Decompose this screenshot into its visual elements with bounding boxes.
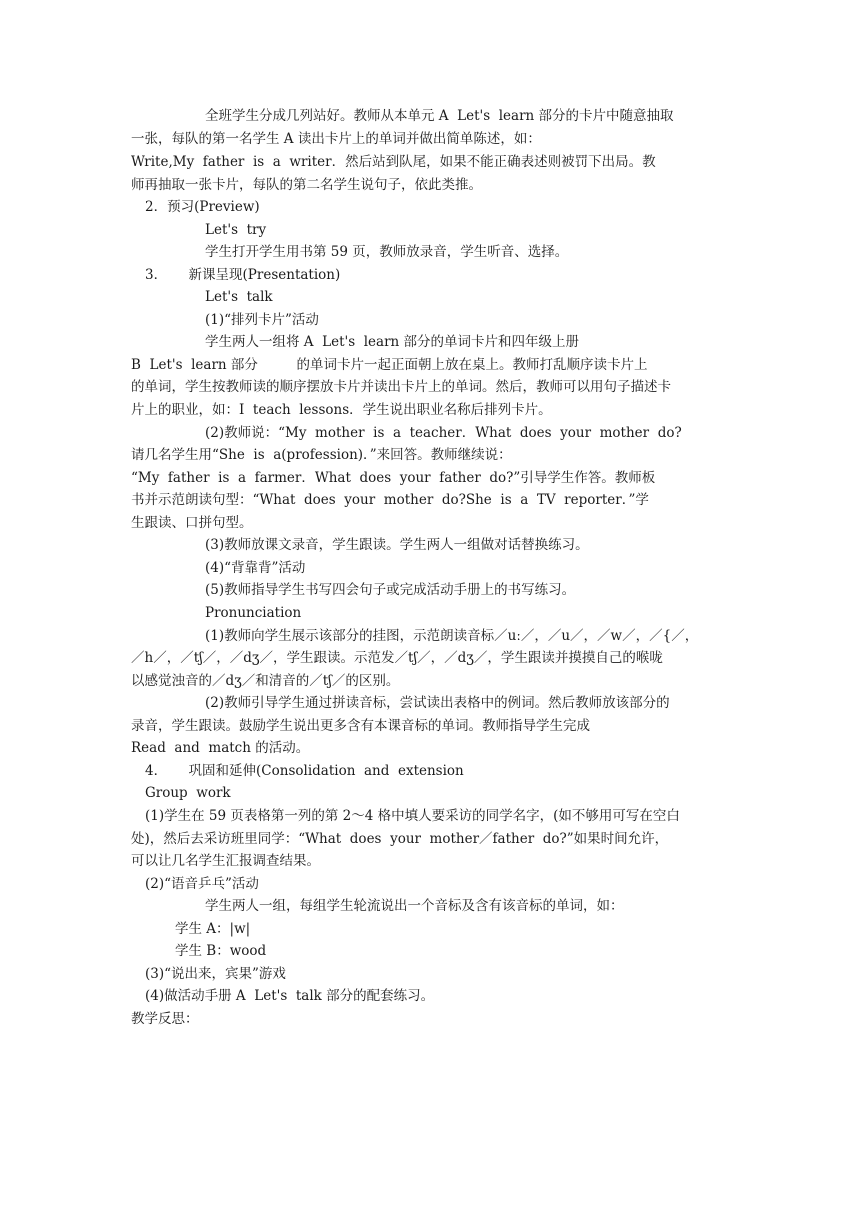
text-line-7: 学生打开学生用书第 59 页，教师放录音，学生听音、选择。 [205,244,569,260]
text-line-38: 学生 B：wood [175,943,267,959]
text-line-28: 录音，学生跟读。鼓励学生说出更多含有本课音标的单词。教师指导学生完成 [131,718,590,734]
text-line-3: Write,My father is a writer．然后站到队尾，如果不能正确表述则被罚下出局。教 [131,154,656,170]
text-line-34: 可以让几名学生汇报调查结果。 [131,853,320,869]
text-line-33: 处)，然后去采访班里同学：“What does your mother／father do?”如果时间允许， [131,831,669,847]
text-line-11: 学生两人一组将 A Let's learn 部分的单词卡片和四年级上册 [205,334,580,350]
section-heading-consolidation: 4． 巩固和延伸(Consolidation and extension [145,763,464,779]
text-line-12: B Let's learn 部分 的单词卡片一起正面朝上放在桌上。教师打乱顺序读卡片上 [131,357,648,373]
text-line-31: Group work [145,785,231,801]
text-line-15: (2)教师说：“My mother is a teacher．What does your mother do? [205,425,682,441]
text-line-26: 以感觉浊音的／dʒ／和清音的／tʃ／的区别。 [131,673,400,689]
text-line-13: 的单词，学生按教师读的顺序摆放卡片并读出卡片上的单词。然后，教师可以用句子描述卡 [131,379,671,395]
text-line-29: Read and match 的活动。 [131,740,310,756]
text-line-39: (3)“说出来，宾果”游戏 [145,966,286,982]
text-line-22: (5)教师指导学生书写四会句子或完成活动手册上的书写练习。 [205,582,576,598]
text-line-27: (2)教师引导学生通过拼读音标，尝试读出表格中的例词。然后教师放该部分的 [205,695,670,711]
text-line-6: Let's try [205,222,267,238]
text-line-19: 生跟读、口拼句型。 [131,515,253,531]
text-line-10: (1)“排列卡片”活动 [205,312,319,328]
text-line-14: 片上的职业，如：I teach lessons．学生说出职业名称后排列卡片。 [131,402,552,418]
text-line-24: (1)教师向学生展示该部分的挂图，示范朗读音标／uː／，／u／，／w／，／{／， [205,628,699,644]
text-line-18: 书并示范朗读句型：“What does your mother do?She is a TV reporter．”学 [131,492,649,508]
text-line-4: 师再抽取一张卡片，每队的第二名学生说句子，依此类推。 [131,177,482,193]
text-line-37: 学生 A：|w| [175,921,251,937]
text-line-32: (1)学生在 59 页表格第一列的第 2～4 格中填人要采访的同学名字，(如不够用可写在空白 [145,808,680,824]
text-line-35: (2)“语音乒乓”活动 [145,876,259,892]
text-line-40: (4)做活动手册 A Let's talk 部分的配套练习。 [145,988,435,1004]
text-line-21: (4)“背靠背”活动 [205,560,306,576]
text-line-16: 请几名学生用“She is a(profession)．”来回答。教师继续说： [131,447,512,463]
text-line-17: “My father is a farmer．What does your father do?”引导学生作答。教师板 [131,470,656,486]
text-line-23: Pronunciation [205,605,302,621]
text-line-20: (3)教师放课文录音，学生跟读。学生两人一组做对话替换练习。 [205,537,589,553]
reflection-heading: 教学反思： [131,1011,199,1027]
text-line-36: 学生两人一组，每组学生轮流说出一个音标及含有该音标的单词，如： [205,898,624,914]
text-line-25: ／h／，／tʃ／，／dʒ／，学生跟读。示范发／tʃ／，／dʒ／，学生跟读并摸摸自己的喉咙 [131,650,663,666]
text-line-9: Let's talk [205,289,273,305]
text-line-1: 全班学生分成几列站好。教师从本单元 A Let's learn 部分的卡片中随意抽取 [205,108,674,124]
section-heading-preview: 2．预习(Preview) [145,199,260,215]
section-heading-presentation: 3． 新课呈现(Presentation) [145,267,341,283]
text-line-2: 一张，每队的第一名学生 A 读出卡片上的单词并做出简单陈述，如： [131,131,541,147]
